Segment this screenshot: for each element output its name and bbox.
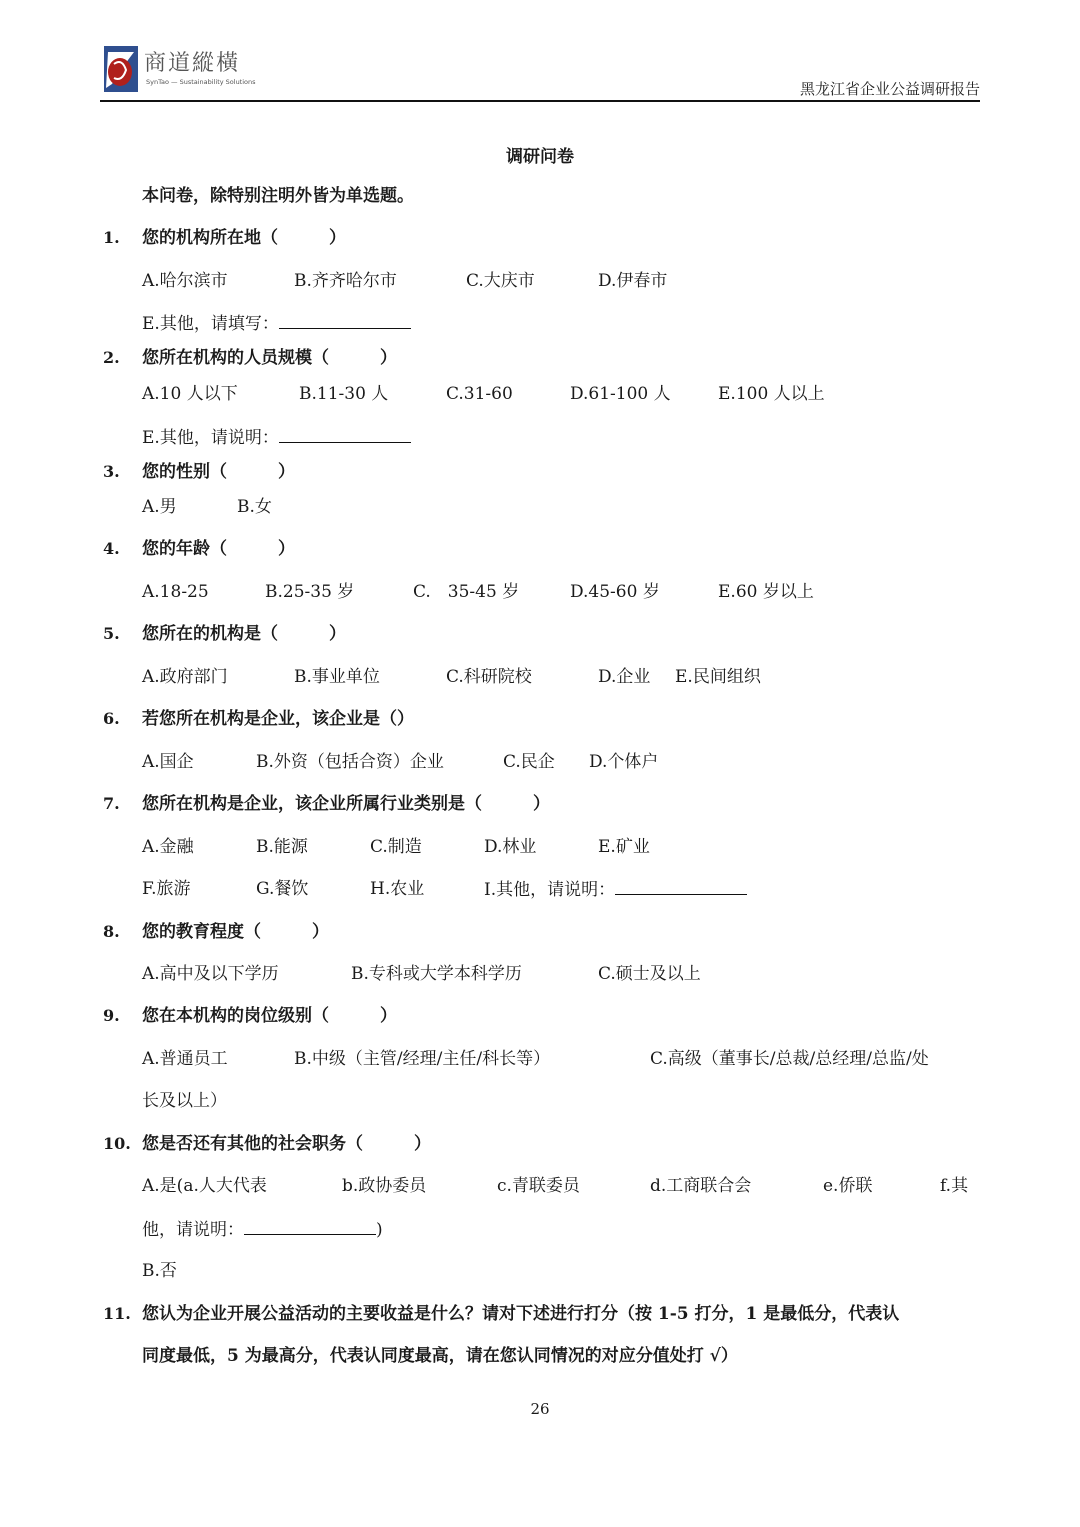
question-number: 4. (103, 539, 120, 558)
question-text: 您的教育程度（ ） (142, 922, 329, 942)
question-number: 5. (103, 624, 120, 643)
option: C.科研院校 (446, 667, 532, 687)
option: B.齐齐哈尔市 (294, 271, 397, 291)
option: C.硕士及以上 (598, 964, 701, 984)
option: d.工商联合会 (650, 1176, 752, 1196)
question-text: 您认为企业开展公益活动的主要收益是什么？请对下述进行打分（按 1-5 打分，1 是最低分，代表认 (142, 1304, 900, 1324)
fill-blank (279, 426, 411, 443)
option: C. 35-45 岁 (413, 582, 520, 602)
option: B.25-35 岁 (265, 582, 355, 602)
company-logo (100, 40, 300, 96)
option-other (142, 312, 411, 335)
question-text: 若您所在机构是企业，该企业是（） (142, 709, 414, 729)
option: C.制造 (370, 837, 422, 857)
question-number: 7. (103, 794, 120, 813)
question-number: 11. (103, 1304, 131, 1323)
option-other-label: E.其他，请说明： (142, 428, 279, 448)
question-text: 您所在机构是企业，该企业所属行业类别是（ ） (142, 794, 550, 814)
option: B.外资（包括合资）企业 (256, 752, 444, 772)
fill-blank (279, 312, 411, 329)
option: D.45-60 岁 (570, 582, 660, 602)
question-number: 9. (103, 1006, 120, 1025)
option: A.哈尔滨市 (142, 271, 228, 291)
question-number: 1. (103, 228, 120, 247)
fill-blank (244, 1218, 376, 1235)
option: D.林业 (484, 837, 537, 857)
question-text: 您的年龄（ ） (142, 539, 295, 559)
option: F.旅游 (142, 879, 191, 899)
option: C.高级（董事长/总裁/总经理/总监/处 (650, 1049, 929, 1069)
option: c.青联委员 (497, 1176, 580, 1196)
option-continuation (142, 1218, 383, 1241)
option: A.金融 (142, 837, 194, 857)
header-divider (100, 100, 980, 102)
option: f.其 (940, 1176, 969, 1196)
question-number: 2. (103, 348, 120, 367)
continuation-end: ) (376, 1220, 383, 1240)
svg-text:商道縱橫: 商道縱橫 (144, 51, 241, 76)
question-text: 您所在机构的人员规模（ ） (142, 348, 397, 368)
question-text-continuation: 同度最低，5 为最高分，代表认同度最高，请在您认同情况的对应分值处打 √） (142, 1346, 738, 1366)
option-other (484, 878, 747, 901)
option: A.普通员工 (142, 1049, 228, 1069)
option-continuation: 长及以上） (142, 1091, 227, 1111)
question-text: 您在本机构的岗位级别（ ） (142, 1006, 397, 1026)
continuation-label: 他，请说明： (142, 1220, 244, 1240)
question-number: 3. (103, 462, 120, 481)
option: A.政府部门 (142, 667, 228, 687)
question-text: 您是否还有其他的社会职务（ ） (142, 1134, 431, 1154)
option: C.31-60 (446, 384, 513, 404)
intro-text: 本问卷，除特别注明外皆为单选题。 (142, 186, 414, 206)
option-other-label: E.其他，请填写： (142, 314, 279, 334)
option: B.女 (237, 497, 272, 517)
option: C.大庆市 (466, 271, 535, 291)
question-text: 您所在的机构是（ ） (142, 624, 346, 644)
page-number: 26 (530, 1400, 550, 1418)
option: B.事业单位 (294, 667, 380, 687)
option: A.男 (142, 497, 177, 517)
option: A.18-25 (142, 582, 209, 602)
option: A.国企 (142, 752, 194, 772)
option: G.餐饮 (256, 879, 309, 899)
svg-text:SynTao — Sustainability Soluti: SynTao — Sustainability Solutions (146, 78, 256, 86)
option: H.农业 (370, 879, 425, 899)
option: b.政协委员 (342, 1176, 427, 1196)
option: E.民间组织 (675, 667, 761, 687)
option: B.能源 (256, 837, 308, 857)
question-text: 您的性别（ ） (142, 462, 295, 482)
option: B.专科或大学本科学历 (351, 964, 522, 984)
option: e.侨联 (823, 1176, 873, 1196)
option: E.矿业 (598, 837, 650, 857)
option: D.61-100 人 (570, 384, 671, 404)
question-text: 您的机构所在地（ ） (142, 228, 346, 248)
option: D.企业 (598, 667, 651, 687)
option: D.个体户 (589, 752, 659, 772)
question-number: 8. (103, 922, 120, 941)
option-other (142, 426, 411, 449)
option: E.100 人以上 (718, 384, 825, 404)
option: B.中级（主管/经理/主任/科长等） (294, 1049, 551, 1069)
option: A.是(a.人大代表 (142, 1176, 267, 1196)
question-number: 10. (103, 1134, 131, 1153)
question-number: 6. (103, 709, 120, 728)
option: B.否 (142, 1261, 177, 1281)
option: D.伊春市 (598, 271, 668, 291)
fill-blank (615, 878, 747, 895)
page-header (100, 40, 980, 102)
report-title: 黑龙江省企业公益调研报告 (799, 80, 980, 98)
option: A.高中及以下学历 (142, 964, 279, 984)
option: B.11-30 人 (299, 384, 389, 404)
page-title: 调研问卷 (506, 147, 574, 167)
option: A.10 人以下 (142, 384, 238, 404)
option-other-label: I.其他，请说明： (484, 880, 616, 900)
option: C.民企 (503, 752, 555, 772)
option: E.60 岁以上 (718, 582, 814, 602)
